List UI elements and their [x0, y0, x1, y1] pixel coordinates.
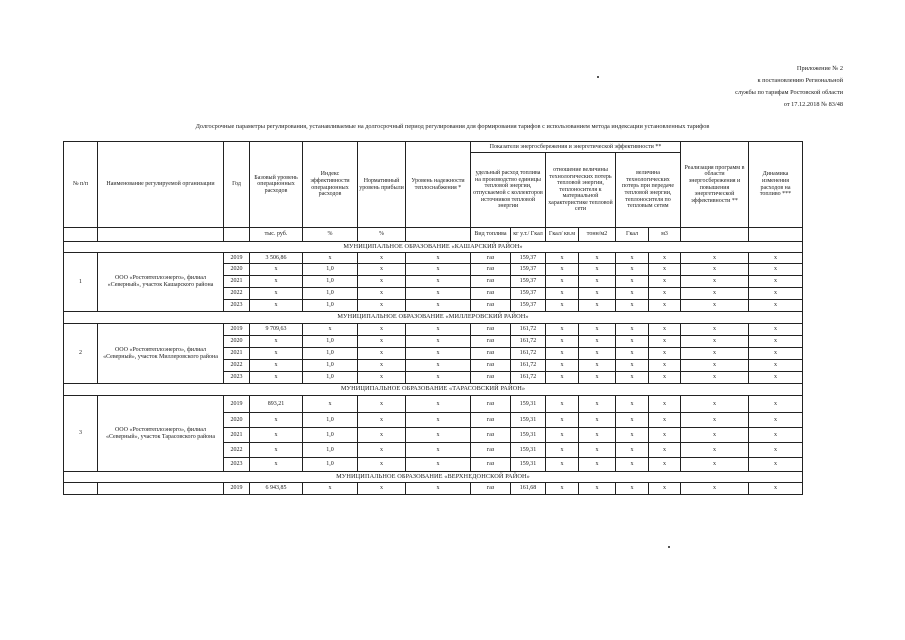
cell-year: 2019	[224, 253, 250, 264]
cell-loss-a: х	[616, 428, 649, 443]
cell-specific-fuel: 161,72	[511, 348, 546, 360]
section-heading: МУНИЦИПАЛЬНОЕ ОБРАЗОВАНИЕ «ТАРАСОВСКИЙ РАЙОН»	[64, 384, 803, 396]
cell-loss-ratio-b: х	[579, 300, 616, 312]
organization-name: ООО «Ростовтеплоэнерго», филиал «Северный», участок Тарасовского района	[98, 396, 224, 472]
cell-specific-fuel: 159,31	[511, 458, 546, 472]
cell-loss-ratio-b: х	[579, 483, 616, 495]
cell-efficiency-index: х	[303, 396, 358, 413]
cell-fuel-type: газ	[471, 288, 511, 300]
cell-loss-b: х	[649, 253, 681, 264]
cell-programs: х	[681, 276, 749, 288]
cell-programs: х	[681, 428, 749, 443]
unit-fuel-type: Вид топлива	[471, 228, 511, 242]
col-header-num: № п/п	[64, 142, 98, 228]
cell-base-opex: х	[250, 300, 303, 312]
cell-profit-level: х	[358, 413, 406, 428]
unit-cell	[406, 228, 471, 242]
col-header-dynamics: Динамика изменения расходов на топливо ***	[749, 142, 803, 228]
cell-loss-ratio-b: х	[579, 360, 616, 372]
cell-base-opex: х	[250, 413, 303, 428]
cell-base-opex: х	[250, 336, 303, 348]
cell-loss-b: х	[649, 443, 681, 458]
cell-loss-ratio-a: х	[546, 396, 579, 413]
cell-loss-ratio-a: х	[546, 483, 579, 495]
col-header-programs: Реализация программ в области энергосбережения и повышения энергетической эффективности **	[681, 142, 749, 228]
cell-year: 2022	[224, 360, 250, 372]
cell-loss-a: х	[616, 443, 649, 458]
cell-programs: х	[681, 413, 749, 428]
cell-loss-a: х	[616, 348, 649, 360]
cell-year: 2019	[224, 483, 250, 495]
cell-loss-a: х	[616, 336, 649, 348]
cell-year: 2020	[224, 336, 250, 348]
cell-programs: х	[681, 336, 749, 348]
cell-loss-ratio-a: х	[546, 360, 579, 372]
cell-efficiency-index: 1,0	[303, 288, 358, 300]
organization-name	[98, 483, 224, 495]
cell-loss-ratio-a: х	[546, 458, 579, 472]
cell-year: 2021	[224, 348, 250, 360]
cell-efficiency-index: 1,0	[303, 458, 358, 472]
cell-reliability: х	[406, 396, 471, 413]
cell-profit-level: х	[358, 336, 406, 348]
appendix-agency: службы по тарифам Ростовской области	[735, 89, 843, 96]
cell-profit-level: х	[358, 300, 406, 312]
cell-loss-a: х	[616, 413, 649, 428]
cell-fuel-dynamics: х	[749, 264, 803, 276]
cell-year: 2023	[224, 458, 250, 472]
cell-fuel-dynamics: х	[749, 336, 803, 348]
table-row	[64, 396, 803, 413]
cell-specific-fuel: 159,31	[511, 396, 546, 413]
cell-specific-fuel: 161,68	[511, 483, 546, 495]
cell-fuel-dynamics: х	[749, 253, 803, 264]
cell-base-opex: х	[250, 428, 303, 443]
cell-loss-ratio-b: х	[579, 428, 616, 443]
cell-profit-level: х	[358, 348, 406, 360]
section-heading: МУНИЦИПАЛЬНОЕ ОБРАЗОВАНИЕ «КАШАРСКИЙ РАЙОН»	[64, 242, 803, 253]
cell-fuel-type: газ	[471, 264, 511, 276]
cell-efficiency-index: 1,0	[303, 264, 358, 276]
cell-base-opex: х	[250, 264, 303, 276]
cell-specific-fuel: 161,72	[511, 360, 546, 372]
cell-reliability: х	[406, 458, 471, 472]
cell-base-opex: х	[250, 372, 303, 384]
unit-index: %	[303, 228, 358, 242]
cell-profit-level: х	[358, 443, 406, 458]
cell-fuel-type: газ	[471, 300, 511, 312]
cell-fuel-type: газ	[471, 324, 511, 336]
cell-fuel-type: газ	[471, 458, 511, 472]
cell-programs: х	[681, 360, 749, 372]
cell-fuel-dynamics: х	[749, 428, 803, 443]
cell-loss-ratio-b: х	[579, 372, 616, 384]
cell-base-opex: 9 709,63	[250, 324, 303, 336]
cell-specific-fuel: 159,31	[511, 443, 546, 458]
document-title: Долгосрочные параметры регулирования, устанавливаемые на долгосрочный период регулирования для формирования тарифов с использованием метода индексации установленных тарифов	[195, 123, 710, 130]
cell-efficiency-index: х	[303, 253, 358, 264]
cell-efficiency-index: 1,0	[303, 348, 358, 360]
cell-efficiency-index: 1,0	[303, 372, 358, 384]
cell-loss-ratio-b: х	[579, 443, 616, 458]
cell-reliability: х	[406, 372, 471, 384]
row-number: 1	[64, 253, 98, 312]
appendix-date: от 17.12.2018 № 83/48	[783, 101, 843, 108]
cell-specific-fuel: 159,37	[511, 300, 546, 312]
cell-fuel-dynamics: х	[749, 458, 803, 472]
cell-base-opex: 6 943,85	[250, 483, 303, 495]
cell-reliability: х	[406, 264, 471, 276]
cell-base-opex: х	[250, 458, 303, 472]
cell-reliability: х	[406, 253, 471, 264]
table-row	[64, 253, 803, 264]
cell-fuel-type: газ	[471, 253, 511, 264]
cell-year: 2022	[224, 288, 250, 300]
cell-specific-fuel: 159,37	[511, 288, 546, 300]
col-header-base: Базовый уровень операционных расходов	[250, 142, 303, 228]
cell-reliability: х	[406, 443, 471, 458]
cell-base-opex: х	[250, 360, 303, 372]
cell-loss-ratio-b: х	[579, 288, 616, 300]
section-heading: МУНИЦИПАЛЬНОЕ ОБРАЗОВАНИЕ «ВЕРХНЕДОНСКОЙ РАЙОН»	[64, 472, 803, 483]
cell-profit-level: х	[358, 276, 406, 288]
cell-reliability: х	[406, 428, 471, 443]
cell-fuel-dynamics: х	[749, 443, 803, 458]
cell-fuel-dynamics: х	[749, 324, 803, 336]
cell-profit-level: х	[358, 372, 406, 384]
cell-year: 2023	[224, 300, 250, 312]
cell-loss-a: х	[616, 396, 649, 413]
unit-ratio-b: тонн/м2	[579, 228, 616, 242]
cell-programs: х	[681, 483, 749, 495]
cell-reliability: х	[406, 276, 471, 288]
col-header-index: Индекс эффективности операционных расходов	[303, 142, 358, 228]
cell-fuel-type: газ	[471, 276, 511, 288]
cell-year: 2021	[224, 276, 250, 288]
cell-base-opex: х	[250, 443, 303, 458]
cell-efficiency-index: 1,0	[303, 360, 358, 372]
cell-base-opex: х	[250, 288, 303, 300]
cell-fuel-dynamics: х	[749, 372, 803, 384]
cell-reliability: х	[406, 413, 471, 428]
cell-loss-ratio-a: х	[546, 288, 579, 300]
unit-cell	[98, 228, 224, 242]
cell-fuel-dynamics: х	[749, 276, 803, 288]
row-number: 3	[64, 396, 98, 472]
col-header-energy-group: Показатели энергосбережения и энергетической эффективности **	[471, 142, 681, 153]
cell-efficiency-index: 1,0	[303, 413, 358, 428]
col-header-specific: удельный расход топлива на производство единицы тепловой энергии, отпускаемой с коллекторов источников тепловой энергии	[471, 153, 546, 228]
unit-cell	[224, 228, 250, 242]
cell-profit-level: х	[358, 428, 406, 443]
cell-efficiency-index: 1,0	[303, 336, 358, 348]
cell-loss-ratio-a: х	[546, 336, 579, 348]
cell-specific-fuel: 159,31	[511, 413, 546, 428]
cell-loss-ratio-a: х	[546, 276, 579, 288]
section-heading: МУНИЦИПАЛЬНОЕ ОБРАЗОВАНИЕ «МИЛЛЕРОВСКИЙ РАЙОН»	[64, 312, 803, 324]
scan-speck	[668, 546, 670, 548]
cell-programs: х	[681, 324, 749, 336]
cell-loss-b: х	[649, 372, 681, 384]
cell-loss-b: х	[649, 300, 681, 312]
cell-loss-a: х	[616, 360, 649, 372]
cell-loss-a: х	[616, 483, 649, 495]
cell-loss-ratio-a: х	[546, 428, 579, 443]
cell-profit-level: х	[358, 288, 406, 300]
cell-specific-fuel: 159,37	[511, 276, 546, 288]
cell-year: 2023	[224, 372, 250, 384]
cell-fuel-type: газ	[471, 483, 511, 495]
cell-efficiency-index: 1,0	[303, 276, 358, 288]
cell-fuel-type: газ	[471, 443, 511, 458]
cell-loss-a: х	[616, 324, 649, 336]
cell-loss-ratio-a: х	[546, 324, 579, 336]
cell-loss-ratio-b: х	[579, 458, 616, 472]
cell-loss-a: х	[616, 253, 649, 264]
cell-loss-a: х	[616, 264, 649, 276]
cell-fuel-dynamics: х	[749, 300, 803, 312]
cell-efficiency-index: 1,0	[303, 428, 358, 443]
cell-programs: х	[681, 288, 749, 300]
unit-base: тыс. руб.	[250, 228, 303, 242]
scan-speck	[597, 76, 599, 78]
cell-fuel-type: газ	[471, 396, 511, 413]
cell-year: 2019	[224, 324, 250, 336]
cell-programs: х	[681, 372, 749, 384]
cell-loss-a: х	[616, 276, 649, 288]
cell-efficiency-index: х	[303, 483, 358, 495]
appendix-reference: к постановлению Региональной	[757, 77, 843, 84]
cell-efficiency-index: 1,0	[303, 300, 358, 312]
cell-profit-level: х	[358, 324, 406, 336]
unit-cell	[749, 228, 803, 242]
cell-specific-fuel: 161,72	[511, 324, 546, 336]
cell-loss-ratio-a: х	[546, 253, 579, 264]
unit-ratio-a: Гкал/ кв.м	[546, 228, 579, 242]
cell-profit-level: х	[358, 264, 406, 276]
col-header-org: Наименование регулируемой организации	[98, 142, 224, 228]
cell-fuel-type: газ	[471, 372, 511, 384]
cell-loss-ratio-a: х	[546, 443, 579, 458]
col-header-norm: Нормативный уровень прибыли	[358, 142, 406, 228]
cell-loss-b: х	[649, 396, 681, 413]
cell-fuel-dynamics: х	[749, 396, 803, 413]
unit-cell	[681, 228, 749, 242]
cell-fuel-dynamics: х	[749, 288, 803, 300]
row-number: 2	[64, 324, 98, 384]
cell-specific-fuel: 161,72	[511, 372, 546, 384]
table-row	[64, 324, 803, 336]
cell-fuel-type: газ	[471, 428, 511, 443]
cell-loss-ratio-b: х	[579, 253, 616, 264]
cell-programs: х	[681, 396, 749, 413]
cell-programs: х	[681, 443, 749, 458]
unit-losses-a: Гкал	[616, 228, 649, 242]
cell-specific-fuel: 161,72	[511, 336, 546, 348]
cell-loss-b: х	[649, 458, 681, 472]
cell-base-opex: х	[250, 276, 303, 288]
cell-loss-ratio-a: х	[546, 413, 579, 428]
cell-loss-b: х	[649, 264, 681, 276]
cell-loss-a: х	[616, 288, 649, 300]
col-header-losses: величина технологических потерь при передаче тепловой энергии, теплоносителя по тепловым сетям	[616, 153, 681, 228]
cell-loss-b: х	[649, 336, 681, 348]
cell-profit-level: х	[358, 253, 406, 264]
cell-programs: х	[681, 348, 749, 360]
cell-loss-a: х	[616, 458, 649, 472]
cell-loss-b: х	[649, 483, 681, 495]
cell-loss-ratio-b: х	[579, 276, 616, 288]
cell-reliability: х	[406, 360, 471, 372]
cell-reliability: х	[406, 336, 471, 348]
cell-reliability: х	[406, 348, 471, 360]
cell-loss-b: х	[649, 324, 681, 336]
cell-fuel-type: газ	[471, 413, 511, 428]
cell-loss-ratio-b: х	[579, 264, 616, 276]
cell-loss-ratio-a: х	[546, 372, 579, 384]
cell-year: 2020	[224, 413, 250, 428]
unit-cell	[64, 228, 98, 242]
cell-loss-b: х	[649, 288, 681, 300]
cell-loss-ratio-b: х	[579, 413, 616, 428]
cell-efficiency-index: х	[303, 324, 358, 336]
appendix-number: Приложение № 2	[796, 65, 843, 72]
cell-loss-ratio-b: х	[579, 336, 616, 348]
cell-loss-ratio-b: х	[579, 348, 616, 360]
cell-loss-b: х	[649, 413, 681, 428]
cell-fuel-type: газ	[471, 348, 511, 360]
cell-loss-b: х	[649, 428, 681, 443]
table-row	[64, 483, 803, 495]
unit-losses-b: м3	[649, 228, 681, 242]
cell-year: 2019	[224, 396, 250, 413]
cell-base-opex: 3 506,86	[250, 253, 303, 264]
cell-loss-b: х	[649, 348, 681, 360]
cell-fuel-type: газ	[471, 336, 511, 348]
cell-specific-fuel: 159,31	[511, 428, 546, 443]
unit-norm: %	[358, 228, 406, 242]
cell-specific-fuel: 159,37	[511, 264, 546, 276]
cell-fuel-dynamics: х	[749, 360, 803, 372]
cell-reliability: х	[406, 324, 471, 336]
cell-profit-level: х	[358, 483, 406, 495]
cell-loss-ratio-a: х	[546, 264, 579, 276]
cell-base-opex: х	[250, 348, 303, 360]
cell-fuel-dynamics: х	[749, 413, 803, 428]
col-header-ratio: отношение величины технологических потерь тепловой энергии, теплоносителя к материальной характеристике тепловой сети	[546, 153, 616, 228]
cell-reliability: х	[406, 483, 471, 495]
organization-name: ООО «Ростовтеплоэнерго», филиал «Северный», участок Миллеровского района	[98, 324, 224, 384]
cell-year: 2022	[224, 443, 250, 458]
cell-programs: х	[681, 264, 749, 276]
cell-loss-b: х	[649, 360, 681, 372]
parameters-table	[63, 141, 803, 495]
cell-loss-a: х	[616, 300, 649, 312]
cell-reliability: х	[406, 288, 471, 300]
cell-programs: х	[681, 253, 749, 264]
cell-programs: х	[681, 300, 749, 312]
cell-fuel-dynamics: х	[749, 483, 803, 495]
cell-loss-ratio-a: х	[546, 348, 579, 360]
unit-specific: кг у.т./ Гкал	[511, 228, 546, 242]
organization-name: ООО «Ростовтеплоэнерго», филиал «Северный», участок Кашарского района	[98, 253, 224, 312]
cell-reliability: х	[406, 300, 471, 312]
cell-year: 2020	[224, 264, 250, 276]
cell-loss-ratio-b: х	[579, 324, 616, 336]
cell-loss-ratio-a: х	[546, 300, 579, 312]
cell-profit-level: х	[358, 458, 406, 472]
col-header-year: Год	[224, 142, 250, 228]
cell-fuel-type: газ	[471, 360, 511, 372]
cell-loss-a: х	[616, 372, 649, 384]
col-header-reliability: Уровень надежности теплоснабжения *	[406, 142, 471, 228]
cell-profit-level: х	[358, 360, 406, 372]
cell-profit-level: х	[358, 396, 406, 413]
cell-programs: х	[681, 458, 749, 472]
cell-loss-b: х	[649, 276, 681, 288]
row-number	[64, 483, 98, 495]
cell-loss-ratio-b: х	[579, 396, 616, 413]
cell-efficiency-index: 1,0	[303, 443, 358, 458]
cell-base-opex: 893,21	[250, 396, 303, 413]
cell-year: 2021	[224, 428, 250, 443]
cell-specific-fuel: 159,37	[511, 253, 546, 264]
cell-fuel-dynamics: х	[749, 348, 803, 360]
